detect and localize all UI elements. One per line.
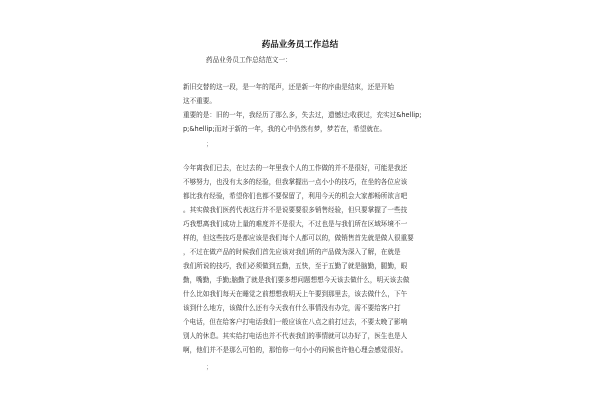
paragraph-line: 样的，但这些技巧是都应该是我们每个人都可以的，做销售首先就是做人很重要 <box>183 234 414 242</box>
paragraph-line: p;&hellip;而对于新的一年，我的心中仍然有梦，梦若在，希望就在。 <box>183 125 387 133</box>
paragraph-line: 个电话，但在给客户打电话我们一般应该在八点之前打过去，不要太晚了影响 <box>183 318 408 326</box>
paragraph-line: 啊，他们并不是那么可怕的，那怕你一句小小的问候也许他心理会感觉很好。 <box>183 346 408 354</box>
paragraph-line: 别人的休息。其实给打电话也并不代表我们的事情就可以办好了，医生也是人 <box>183 332 408 340</box>
paragraph-line: 都比我有经验，希望你们也都不要保留了，利用今天的机会大家都畅所欲言吧 <box>183 192 408 200</box>
paragraph-line: 什么比如我们每天在睡觉之前想想我明天上午要到那里去，该去做什么，下午 <box>183 290 408 298</box>
paragraph-line: 这不重要。 <box>183 97 216 105</box>
separator: ； <box>206 363 213 371</box>
paragraph-line: 该到什么地方，该做什么还有今天我有什么事情没有办完，需不要给客户打 <box>183 304 401 312</box>
document-title: 药品业务员工作总结 <box>261 40 339 50</box>
paragraph-line: 不够努力，也没有太多的经验，但我掌握出一点小小的技巧，在坐的各位应该 <box>183 178 408 186</box>
paragraph-line: 新旧交替的这一段，是一年的尾声，还是新一年的序曲是结束，还是开始 <box>183 83 394 91</box>
paragraph-line: 我们所说的技巧，我们必须做到五勤，五快，至于五勤了就是脑勤，腿勤，眼 <box>183 262 408 270</box>
paragraph-line: 。其实做我们医药代表这行并不是说要要很多销售经验，但只要掌握了一些技 <box>183 206 408 214</box>
paragraph-line: 勤，嘴勤，手勤;脑勤了就是我们要多想问题想想今天该去做什么，明天该去做 <box>183 276 410 284</box>
paragraph-line: 重要的是：旧的一年，我经历了那么多，失去过，遗憾过;收获过，充实过&hellip; <box>183 111 422 119</box>
paragraph-line: 今年离我们已去，在过去的一年里我个人的工作做的并不是很好，可能是我还 <box>183 164 408 172</box>
paragraph-line: 巧我想离我们成功上量的难度并不是很大，不过也是与我们所在区域环境不一 <box>183 220 408 228</box>
document-subtitle: 药品业务员工作总结范文一： <box>206 56 292 64</box>
separator: ； <box>206 140 213 148</box>
paragraph-line: ，不过在做产品的时候我们首先应该对我们所的产品做为深入了解，在就是 <box>183 248 401 256</box>
